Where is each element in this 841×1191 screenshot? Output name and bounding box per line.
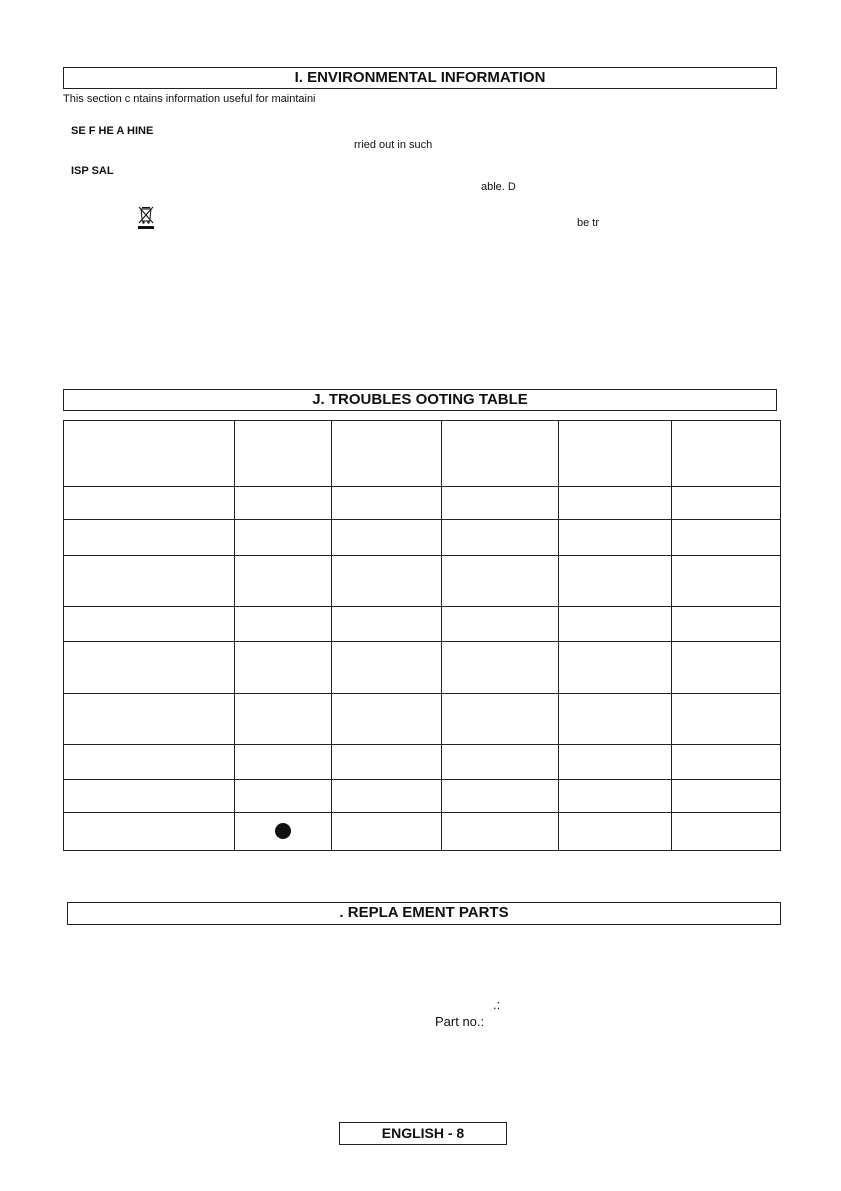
section-j-title: J. TROUBLES OOTING TABLE	[63, 389, 777, 411]
part-number-label: Part no.:	[435, 1014, 485, 1029]
crossed-out-bin-icon	[137, 204, 155, 230]
use-of-machine-heading: SE F HE A HINE	[71, 125, 154, 137]
table-row-divider	[64, 641, 780, 642]
table-row-divider	[64, 812, 780, 813]
filled-circle-icon	[275, 823, 291, 839]
table-row-divider	[64, 693, 780, 694]
table-row-divider	[64, 486, 780, 487]
disposal-text-1: able. D	[481, 181, 516, 193]
table-row-divider	[64, 744, 780, 745]
table-row-divider	[64, 519, 780, 520]
troubleshooting-table	[63, 420, 781, 851]
use-of-machine-text: rried out in such	[354, 139, 433, 151]
table-row-divider	[64, 606, 780, 607]
section-i-title: I. ENVIRONMENTAL INFORMATION	[63, 67, 777, 89]
section-k-title: . REPLA EMENT PARTS	[67, 902, 781, 925]
disposal-heading: ISP SAL	[71, 165, 114, 177]
part-label-1: .:	[493, 997, 501, 1012]
disposal-text-2: be tr	[577, 217, 600, 229]
section-i-intro: This section c ntains information useful for maintaini	[63, 93, 316, 105]
page-footer-label: ENGLISH - 8	[339, 1122, 507, 1145]
table-row-divider	[64, 779, 780, 780]
table-row-divider	[64, 555, 780, 556]
